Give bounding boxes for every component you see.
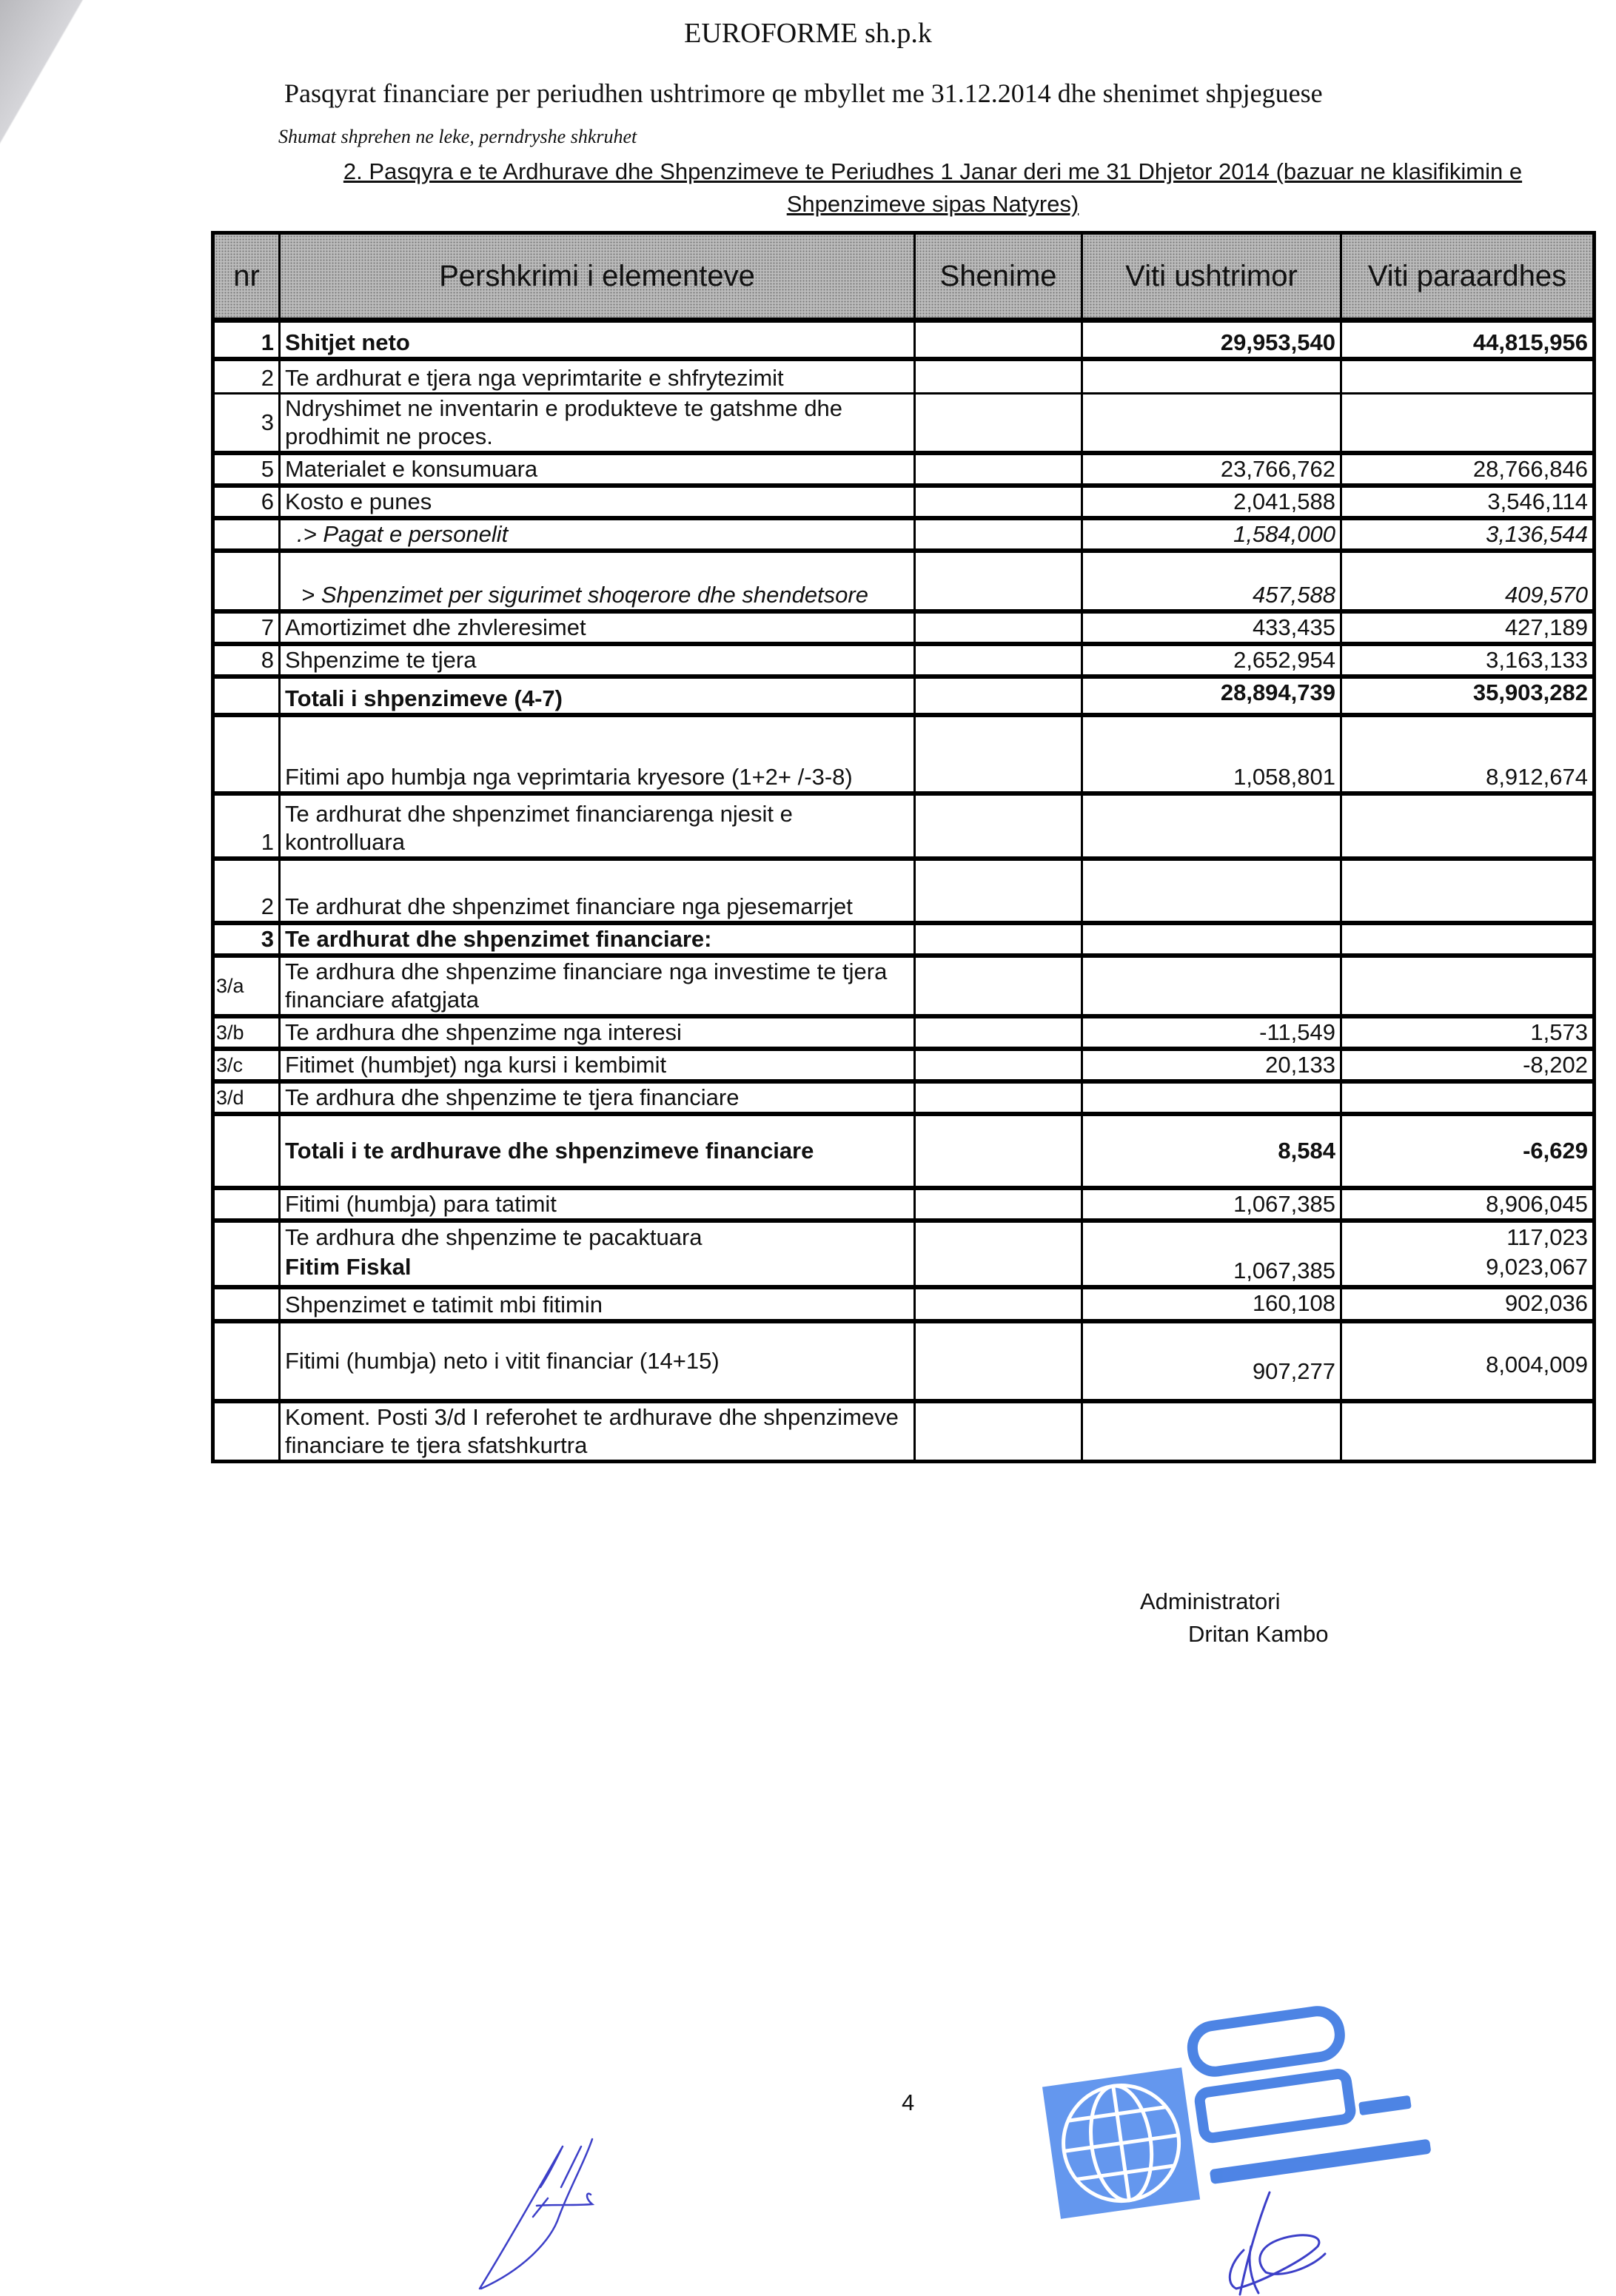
row-current: 29,953,540 xyxy=(1082,320,1341,359)
table-row xyxy=(213,644,1595,677)
stamp-lettering-mark xyxy=(1190,1998,1432,2184)
row-notes xyxy=(915,1016,1082,1049)
row-label: Te ardhurat dhe shpenzimet financiarenga njesit e kontrolluara xyxy=(280,793,915,859)
table-row xyxy=(213,453,1595,486)
row-nr: 2 xyxy=(213,859,280,923)
table-row xyxy=(213,611,1595,644)
row-current xyxy=(1082,793,1341,859)
row-label: Te ardhurat dhe shpenzimet financiare: xyxy=(280,923,915,956)
header-current-year: Viti ushtrimor xyxy=(1082,233,1341,320)
row-label: Ndryshimet ne inventarin e produkteve te gatshme dhe prodhimit ne proces. xyxy=(280,394,915,454)
row-nr: 3/d xyxy=(213,1081,280,1114)
table-row xyxy=(213,359,1595,394)
row-label: Fitimi (humbja) para tatimit xyxy=(280,1188,915,1221)
row-label: Fitimi (humbja) neto i vitit financiar (14+15) xyxy=(280,1321,915,1401)
row-nr xyxy=(213,1321,280,1401)
row-label: Materialet e konsumuara xyxy=(280,453,915,486)
row-nr xyxy=(213,715,280,793)
row-current: 433,435 xyxy=(1082,611,1341,644)
row-label: Fitimi apo humbja nga veprimtaria kryesore (1+2+ /-3-8) xyxy=(280,715,915,793)
row-label: Te ardhura dhe shpenzime te pacaktuara xyxy=(285,1224,703,1250)
row-nr: 1 xyxy=(213,320,280,359)
row-label: Totali i shpenzimeve (4-7) xyxy=(280,677,915,715)
header-nr: nr xyxy=(213,233,280,320)
table-row xyxy=(213,793,1595,859)
row-current: -11,549 xyxy=(1082,1016,1341,1049)
table-row xyxy=(213,551,1595,611)
row-notes xyxy=(915,1081,1082,1114)
row-current xyxy=(1082,859,1341,923)
row-previous: 44,815,956 xyxy=(1341,320,1595,359)
row-notes xyxy=(915,518,1082,551)
row-notes xyxy=(915,486,1082,518)
table-row xyxy=(213,518,1595,551)
row-label: Shitjet neto xyxy=(280,320,915,359)
row-current: 1,067,385 xyxy=(1082,1221,1341,1287)
row-nr xyxy=(213,1114,280,1188)
row-nr xyxy=(213,1221,280,1287)
row-nr xyxy=(213,1287,280,1321)
row-nr: 7 xyxy=(213,611,280,644)
statement-title: 2. Pasqyra e te Ardhurave dhe Shpenzimeve te Periudhes 1 Janar deri me 31 Dhjetor 2014 (bazuar ne klasifikimin e Shpenzimeve sipas Natyres) xyxy=(343,158,1523,217)
row-previous: 409,570 xyxy=(1341,551,1595,611)
signatory-name: Dritan Kambo xyxy=(1188,1621,1329,1647)
signatory-role: Administratori xyxy=(1140,1588,1281,1614)
row-current: 8,584 xyxy=(1082,1114,1341,1188)
row-label: Shpenzime te tjera xyxy=(280,644,915,677)
table-row xyxy=(213,1049,1595,1081)
signature-block xyxy=(1140,1585,1329,1651)
row-nr: 3/b xyxy=(213,1016,280,1049)
header-notes: Shenime xyxy=(915,233,1082,320)
signature-right xyxy=(1214,2191,1332,2296)
row-label: .> Pagat e personelit xyxy=(280,518,915,551)
row-previous: 902,036 xyxy=(1341,1287,1595,1321)
row-label: Te ardhura dhe shpenzime te tjera financiare xyxy=(280,1081,915,1114)
row-nr: 3 xyxy=(213,394,280,454)
row-previous: 35,903,282 xyxy=(1341,677,1595,715)
row-label: Fitimet (humbjet) nga kursi i kembimit xyxy=(280,1049,915,1081)
row-previous xyxy=(1341,359,1595,394)
row-nr: 8 xyxy=(213,644,280,677)
row-current: 1,067,385 xyxy=(1082,1188,1341,1221)
row-current: 20,133 xyxy=(1082,1049,1341,1081)
row-current: 2,652,954 xyxy=(1082,644,1341,677)
row-notes xyxy=(915,1188,1082,1221)
row-previous: 8,912,674 xyxy=(1341,715,1595,793)
row-nr: 3 xyxy=(213,923,280,956)
row-notes xyxy=(915,1049,1082,1081)
row-notes xyxy=(915,715,1082,793)
table-row xyxy=(213,1114,1595,1188)
table-row xyxy=(213,320,1595,359)
row-current xyxy=(1082,923,1341,956)
row-previous xyxy=(1341,859,1595,923)
row-notes xyxy=(915,1221,1082,1287)
table-row xyxy=(213,486,1595,518)
company-stamp xyxy=(1033,1998,1477,2221)
row-notes xyxy=(915,453,1082,486)
row-previous: 3,136,544 xyxy=(1341,518,1595,551)
table-row xyxy=(213,1221,1595,1287)
comment-label: Koment. Posti 3/d I referohet te ardhurave dhe shpenzimeve financiare te tjera sfatshkurtra xyxy=(280,1401,915,1462)
row-notes xyxy=(915,611,1082,644)
row-notes xyxy=(915,677,1082,715)
row-current: 160,108 xyxy=(1082,1287,1341,1321)
row-previous: 28,766,846 xyxy=(1341,453,1595,486)
row-notes xyxy=(915,1321,1082,1401)
row-nr: 3/c xyxy=(213,1049,280,1081)
row-nr xyxy=(213,1188,280,1221)
row-nr xyxy=(213,518,280,551)
income-statement-table xyxy=(211,231,1596,1463)
row-current xyxy=(1082,956,1341,1016)
row-notes xyxy=(915,551,1082,611)
header-description: Pershkrimi i elementeve xyxy=(280,233,915,320)
row-previous xyxy=(1341,956,1595,1016)
row-label: Te ardhurat dhe shpenzimet financiare nga pjesemarrjet xyxy=(280,859,915,923)
row-label: Shpenzimet e tatimit mbi fitimin xyxy=(280,1287,915,1321)
row-previous xyxy=(1341,394,1595,454)
row-notes xyxy=(915,644,1082,677)
row-nr xyxy=(213,677,280,715)
page-number: 4 xyxy=(902,2089,915,2115)
row-current: 23,766,762 xyxy=(1082,453,1341,486)
row-label: Totali i te ardhurave dhe shpenzimeve financiare xyxy=(280,1114,915,1188)
row-current xyxy=(1082,1401,1341,1462)
row-previous: 3,546,114 xyxy=(1341,486,1595,518)
table-header-row xyxy=(213,233,1595,320)
row-label: Te ardhurat e tjera nga veprimtarite e shfrytezimit xyxy=(280,359,915,394)
row-current: 907,277 xyxy=(1082,1321,1341,1401)
row-previous: 8,906,045 xyxy=(1341,1188,1595,1221)
row-previous xyxy=(1341,1401,1595,1462)
row-notes xyxy=(915,1114,1082,1188)
row-label-fiscal-profit: Fitim Fiskal xyxy=(285,1254,412,1280)
row-notes xyxy=(915,923,1082,956)
table-row xyxy=(213,923,1595,956)
row-notes xyxy=(915,359,1082,394)
table-row xyxy=(213,715,1595,793)
table-row xyxy=(213,859,1595,923)
row-previous: -8,202 xyxy=(1341,1049,1595,1081)
row-notes xyxy=(915,394,1082,454)
row-notes xyxy=(915,793,1082,859)
row-current: 457,588 xyxy=(1082,551,1341,611)
row-previous: 1,573 xyxy=(1341,1016,1595,1049)
row-previous-cell xyxy=(1341,1221,1595,1287)
row-notes xyxy=(915,320,1082,359)
row-previous xyxy=(1341,1081,1595,1114)
row-nr xyxy=(213,551,280,611)
table-row xyxy=(213,956,1595,1016)
row-notes xyxy=(915,859,1082,923)
row-nr: 2 xyxy=(213,359,280,394)
table-row xyxy=(213,1401,1595,1462)
table-row xyxy=(213,677,1595,715)
row-current: 2,041,588 xyxy=(1082,486,1341,518)
table-row xyxy=(213,1016,1595,1049)
row-current: 28,894,739 xyxy=(1082,677,1341,715)
row-previous: -6,629 xyxy=(1341,1114,1595,1188)
table-row xyxy=(213,1287,1595,1321)
row-previous-fiscal-profit: 9,023,067 xyxy=(1486,1254,1588,1280)
header-previous-year: Viti paraardhes xyxy=(1341,233,1595,320)
row-current xyxy=(1082,394,1341,454)
row-current: 1,058,801 xyxy=(1082,715,1341,793)
table-row xyxy=(213,394,1595,454)
row-notes xyxy=(915,1401,1082,1462)
row-previous: 117,023 xyxy=(1506,1224,1588,1250)
company-name: EUROFORME sh.p.k xyxy=(684,18,932,49)
row-label-cell xyxy=(280,1221,915,1287)
row-previous xyxy=(1341,793,1595,859)
row-nr: 5 xyxy=(213,453,280,486)
row-label: > Shpenzimet per sigurimet shoqerore dhe shendetsore xyxy=(280,551,915,611)
row-label: Te ardhura dhe shpenzime financiare nga investime te tjera financiare afatgjata xyxy=(280,956,915,1016)
row-previous: 8,004,009 xyxy=(1341,1321,1595,1401)
row-previous: 427,189 xyxy=(1341,611,1595,644)
row-nr: 1 xyxy=(213,793,280,859)
document-title: Pasqyrat financiare per periudhen ushtrimore qe mbyllet me 31.12.2014 dhe shenimet shpjeguese xyxy=(284,78,1323,108)
currency-note: Shumat shprehen ne leke, perndryshe shkruhet xyxy=(278,126,637,147)
row-nr: 6 xyxy=(213,486,280,518)
row-label: Kosto e punes xyxy=(280,486,915,518)
table-row xyxy=(213,1188,1595,1221)
row-label: Amortizimet dhe zhvleresimet xyxy=(280,611,915,644)
row-current xyxy=(1082,359,1341,394)
row-label: Te ardhura dhe shpenzime nga interesi xyxy=(280,1016,915,1049)
row-current xyxy=(1082,1081,1341,1114)
row-nr xyxy=(213,1401,280,1462)
row-nr: 3/a xyxy=(213,956,280,1016)
row-previous xyxy=(1341,923,1595,956)
table-row xyxy=(213,1081,1595,1114)
row-notes xyxy=(915,1287,1082,1321)
row-notes xyxy=(915,956,1082,1016)
signature-left xyxy=(474,2117,651,2295)
row-current: 1,584,000 xyxy=(1082,518,1341,551)
table-row xyxy=(213,1321,1595,1401)
row-previous: 3,163,133 xyxy=(1341,644,1595,677)
